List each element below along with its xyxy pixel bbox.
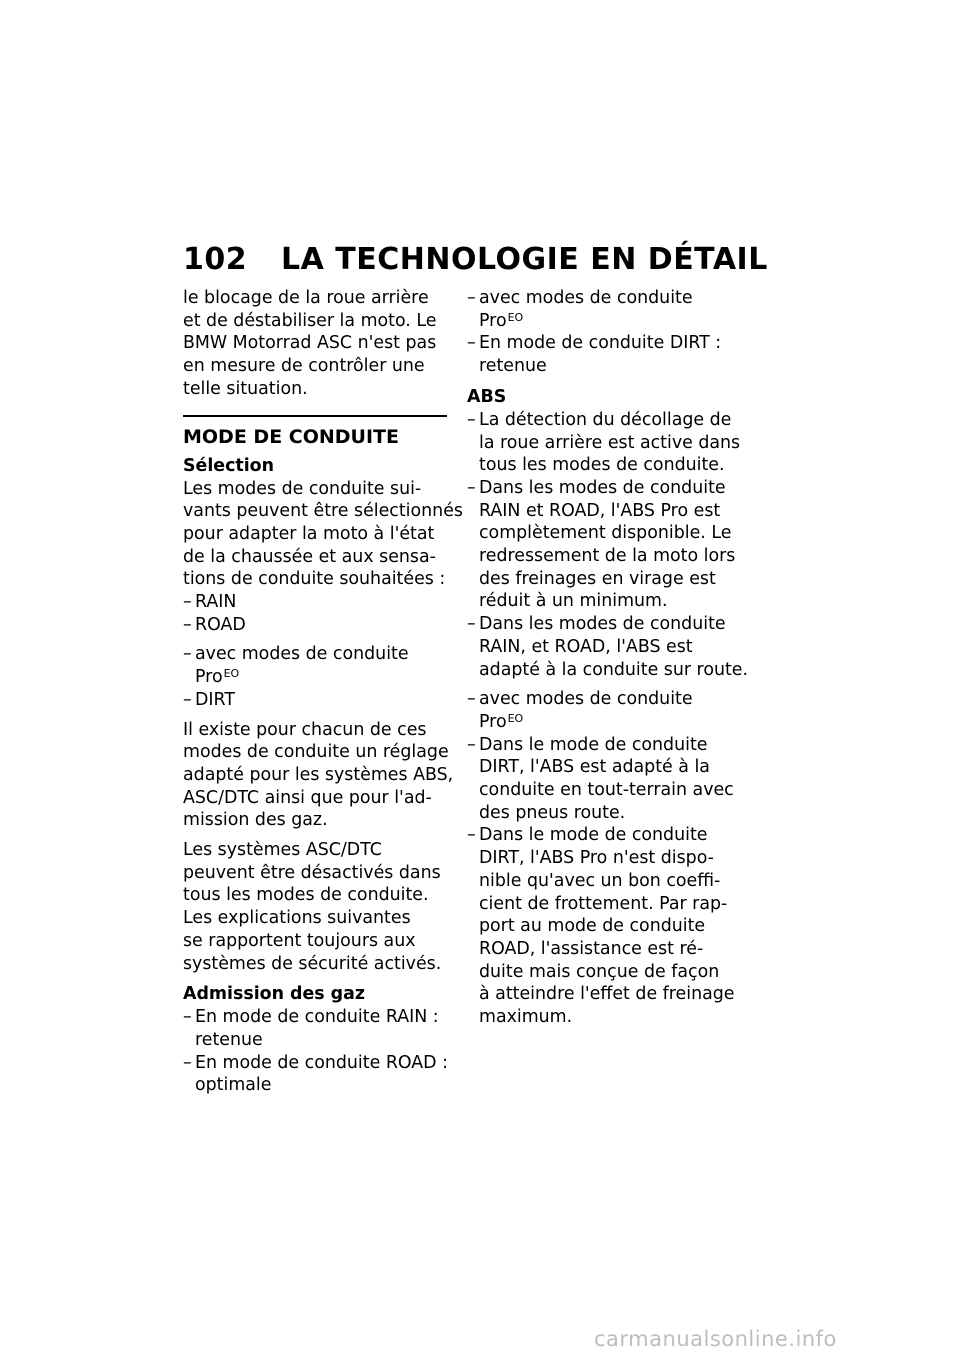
list-item-text: Dans le mode de conduite <box>479 825 708 846</box>
list-item-text: En mode de conduite RAIN : <box>195 1007 439 1028</box>
text-line: mission des gaz. <box>183 810 328 831</box>
text-line: le blocage de la roue arrière <box>183 288 429 308</box>
list-item-text: retenue <box>479 356 547 377</box>
text-line: de la chaussée et aux sensa- <box>183 546 436 567</box>
list-item-text: tous les modes de conduite. <box>479 455 725 476</box>
selection-paragraph <box>183 478 463 592</box>
list-item-text: retenue <box>195 1029 263 1050</box>
dash-glyph: – <box>467 689 476 710</box>
list-item-text: RAIN, et ROAD, l'ABS est <box>479 636 693 657</box>
list-item-abs-pro-dirt <box>467 824 747 1028</box>
eo-tag: EO <box>223 667 240 681</box>
list-item-text: RAIN <box>195 592 237 613</box>
right-column <box>467 287 747 1029</box>
text-line: Les modes de conduite sui- <box>183 478 422 499</box>
intro-paragraph <box>183 287 451 401</box>
pro-label: Pro <box>479 711 507 732</box>
pro-label: Pro <box>195 667 223 688</box>
list-item-text: redressement de la moto lors <box>479 546 736 567</box>
watermark-text: carmanualsonline.info <box>594 1327 837 1351</box>
section-title: MODE DE CONDUITE <box>183 425 399 448</box>
page-number: 102 <box>183 242 248 277</box>
eo-tag: EO <box>507 310 524 324</box>
list-item-adm-road <box>183 1052 451 1097</box>
list-item-text-pro <box>479 310 747 333</box>
text-line: en mesure de contrôler une <box>183 356 425 377</box>
list-item-text: DIRT <box>195 689 235 710</box>
text-line: se rapportent toujours aux <box>183 930 416 951</box>
list-item-text: duite mais conçue de façon <box>479 961 720 982</box>
list-item-text: La détection du décollage de <box>479 409 732 430</box>
list-item-text: réduit à un minimum. <box>479 591 668 612</box>
list-item-text: port au mode de conduite <box>479 916 706 937</box>
text-line: et de déstabiliser la moto. Le <box>183 310 437 331</box>
list-item-text: Dans le mode de conduite <box>479 734 708 755</box>
list-item-text: avec modes de conduite <box>479 288 693 308</box>
list-item-text: avec modes de conduite <box>479 689 693 710</box>
list-item-abs-road <box>467 613 747 681</box>
text-line: pour adapter la moto à l'état <box>183 523 435 544</box>
list-item-text: En mode de conduite ROAD : <box>195 1052 448 1073</box>
list-item-text: maximum. <box>479 1007 573 1028</box>
pro-label: Pro <box>479 310 507 331</box>
dash-glyph: – <box>183 644 192 665</box>
list-item-text: ROAD <box>195 614 246 635</box>
list-item-text: Dans les modes de conduite <box>479 477 726 498</box>
dash-glyph: – <box>467 288 476 308</box>
page-header <box>183 240 783 280</box>
dash-glyph: – <box>467 409 476 430</box>
list-item-text: Dans les modes de conduite <box>479 614 726 635</box>
list-item-text: ROAD, l'assistance est ré- <box>479 938 704 959</box>
text-line: ASC/DTC ainsi que pour l'ad- <box>183 787 432 808</box>
list-item-text: avec modes de conduite <box>195 644 409 665</box>
list-item-text: nible qu'avec un bon coeffi- <box>479 870 721 891</box>
list-item-text: la roue arrière est active dans <box>479 432 741 453</box>
chapter-title: LA TECHNOLOGIE EN DÉTAIL <box>281 242 768 277</box>
list-item-text-pro <box>479 711 747 734</box>
text-line: Il existe pour chacun de ces <box>183 719 427 740</box>
eo-tag: EO <box>507 711 524 725</box>
text-line: systèmes de sécurité activés. <box>183 953 442 974</box>
list-item-pro-option <box>183 643 451 688</box>
text-line: Les explications suivantes <box>183 908 411 929</box>
list-item-text: cient de frottement. Par rap- <box>479 893 728 914</box>
dash-glyph: – <box>467 825 476 846</box>
dash-glyph: – <box>183 689 192 710</box>
abs-heading: ABS <box>467 386 507 407</box>
list-item-text: à atteindre l'effet de freinage <box>479 984 735 1005</box>
dash-glyph: – <box>183 1052 192 1073</box>
list-item-pro-option <box>467 287 747 332</box>
dash-glyph: – <box>467 477 476 498</box>
settings-paragraph <box>183 719 454 833</box>
text-line: adapté pour les systèmes ABS, <box>183 764 454 785</box>
list-item-adm-rain <box>183 1006 451 1051</box>
list-item-text: En mode de conduite DIRT : <box>479 333 722 354</box>
list-item-text: complètement disponible. Le <box>479 523 732 544</box>
list-item-text: DIRT, l'ABS est adapté à la <box>479 757 710 778</box>
text-line: tions de conduite souhaitées : <box>183 569 446 590</box>
text-line: vants peuvent être sélectionnés <box>183 501 463 522</box>
text-line: Les systèmes ASC/DTC <box>183 840 382 861</box>
dash-glyph: – <box>183 1007 192 1028</box>
list-item-text: conduite en tout-terrain avec <box>479 780 734 801</box>
list-item-rain <box>183 591 451 614</box>
list-item-abs-dirt <box>467 734 747 825</box>
list-item-abs-detection <box>467 409 747 477</box>
text-line: BMW Motorrad ASC n'est pas <box>183 333 437 354</box>
list-item-text: DIRT, l'ABS Pro n'est dispo- <box>479 848 714 869</box>
admission-heading: Admission des gaz <box>183 984 365 1005</box>
list-item-dirt <box>183 689 451 712</box>
list-item-text-pro <box>195 666 451 689</box>
text-line: peuvent être désactivés dans <box>183 862 441 883</box>
list-item-text: RAIN et ROAD, l'ABS Pro est <box>479 500 721 521</box>
list-item-text: optimale <box>195 1075 272 1096</box>
list-item-text: adapté à la conduite sur route. <box>479 659 749 680</box>
left-column <box>183 287 463 1097</box>
list-item-text: des pneus route. <box>479 802 626 823</box>
list-item-text: des freinages en virage est <box>479 568 716 589</box>
text-line: tous les modes de conduite. <box>183 885 429 906</box>
dash-glyph: – <box>467 614 476 635</box>
text-line: modes de conduite un réglage <box>183 742 449 763</box>
dash-glyph: – <box>467 734 476 755</box>
deactivation-paragraph <box>183 839 451 975</box>
list-item-pro-option <box>467 688 747 733</box>
dash-glyph: – <box>467 333 476 354</box>
list-item-road <box>183 614 451 637</box>
section-divider <box>183 415 447 417</box>
dash-glyph: – <box>183 614 192 635</box>
list-item-abs-pro <box>467 477 747 613</box>
text-line: telle situation. <box>183 378 308 399</box>
dash-glyph: – <box>183 592 192 613</box>
list-item-adm-dirt <box>467 332 747 377</box>
selection-heading: Sélection <box>183 455 274 476</box>
